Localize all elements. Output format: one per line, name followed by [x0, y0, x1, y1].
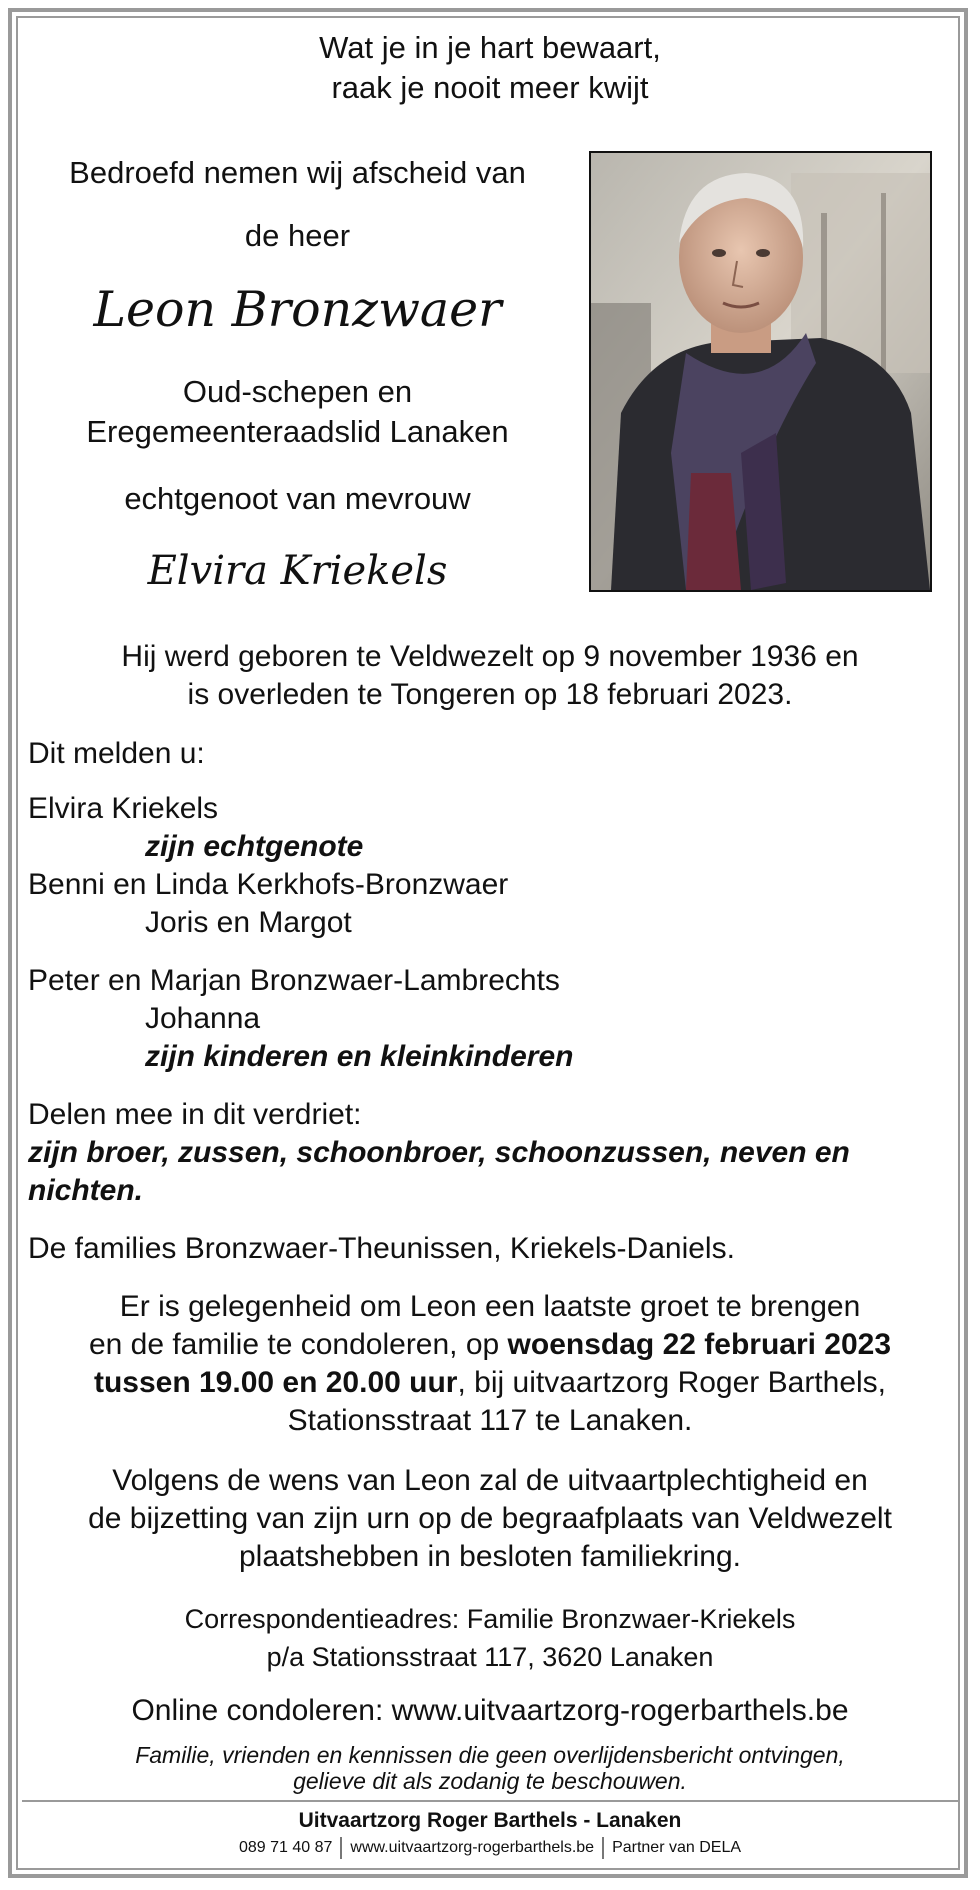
intro: Bedroefd nemen wij afscheid van — [69, 155, 526, 190]
correspondence-line-2: p/a Stationsstraat 117, 3620 Lanaken — [266, 1642, 714, 1672]
family-intro: Dit melden u: — [28, 737, 205, 770]
funeral-line-3: plaatshebben in besloten familiekring. — [239, 1540, 741, 1573]
spouse-name: Elvira Kriekels — [147, 548, 448, 594]
birth-death-line-1: Hij werd geboren te Veldwezelt op 9 november 1936 en — [121, 640, 859, 673]
spouse-role: zijn echtgenote — [145, 830, 364, 863]
visitation-line-2 — [0, 1326, 980, 1364]
funeral-line-1: Volgens de wens van Leon zal de uitvaartplechtigheid en — [112, 1464, 868, 1497]
footer-phone: 089 71 40 87 — [238, 1839, 333, 1856]
notice-line-2: gelieve dit als zodanig te beschouwen. — [293, 1768, 687, 1794]
spouse-intro: echtgenoot van mevrouw — [124, 481, 471, 516]
relatives-line-1: zijn broer, zussen, schoonbroer, schoonzussen, neven en — [28, 1136, 850, 1169]
family-block-1 — [28, 790, 928, 942]
birth-death — [0, 638, 980, 714]
relatives-line-2: nichten. — [28, 1174, 144, 1207]
portrait-illustration — [591, 153, 930, 590]
funeral — [0, 1462, 980, 1576]
motto-line-1: Wat je in je hart bewaart, — [319, 30, 661, 65]
funeral-line-2: de bijzetting van zijn urn op de begraafplaats van Veldwezelt — [88, 1502, 892, 1535]
visitation-line-3 — [0, 1364, 980, 1402]
notice-line-1: Familie, vrienden en kennissen die geen overlijdensbericht ontvingen, — [135, 1742, 845, 1768]
online-condolences: Online condoleren: www.uitvaartzorg-rogerbarthels.be — [131, 1694, 849, 1727]
child-1: Benni en Linda Kerkhofs-Bronzwaer — [28, 868, 509, 901]
spouse-entry: Elvira Kriekels — [28, 792, 219, 825]
families: De families Bronzwaer-Theunissen, Kriekels-Daniels. — [28, 1232, 735, 1265]
visitation-line-1: Er is gelegenheid om Leon een laatste groet te brengen — [119, 1290, 861, 1323]
child-1-grandchildren: Joris en Margot — [145, 906, 352, 939]
visitation — [0, 1288, 980, 1440]
motto — [0, 28, 980, 108]
visitation-time: tussen 19.00 en 20.00 uur — [93, 1366, 458, 1399]
correspondence — [0, 1600, 980, 1676]
share-intro: Delen mee in dit verdriet: — [28, 1098, 362, 1131]
visitation-date: woensdag 22 februari 2023 — [507, 1328, 892, 1361]
footer-separator-2 — [602, 1837, 604, 1859]
visitation-line-2-text: en de familie te condoleren, op — [88, 1328, 508, 1361]
role-line-1: Oud-schepen en — [182, 374, 413, 409]
visitation-line-4: Stationsstraat 117 te Lanaken. — [287, 1404, 693, 1437]
footer-company: Uitvaartzorg Roger Barthels - Lanaken — [298, 1809, 682, 1832]
footer-divider — [22, 1800, 958, 1802]
footer-website[interactable]: www.uitvaartzorg-rogerbarthels.be — [350, 1839, 595, 1856]
footer-partner: Partner van DELA — [612, 1839, 742, 1856]
notice — [0, 1742, 980, 1794]
birth-death-line-2: is overleden te Tongeren op 18 februari 2023. — [187, 678, 793, 711]
role — [20, 372, 575, 452]
child-2-grandchildren: Johanna — [145, 1002, 261, 1035]
footer-separator-1 — [340, 1837, 342, 1859]
share-block — [28, 1096, 958, 1210]
role-line-2: Eregemeenteraadslid Lanaken — [86, 414, 509, 449]
portrait-photo — [589, 151, 932, 592]
correspondence-line-1: Correspondentieadres: Familie Bronzwaer-Kriekels — [184, 1604, 796, 1634]
family-block-2 — [28, 962, 928, 1076]
deceased-name: Leon Bronzwaer — [93, 281, 502, 338]
motto-line-2: raak je nooit meer kwijt — [331, 70, 649, 105]
visitation-line-3-text: , bij uitvaartzorg Roger Barthels, — [457, 1366, 887, 1399]
child-2: Peter en Marjan Bronzwaer-Lambrechts — [28, 964, 560, 997]
footer-contact — [0, 1836, 980, 1860]
salutation: de heer — [244, 218, 351, 253]
children-role: zijn kinderen en kleinkinderen — [145, 1040, 574, 1073]
